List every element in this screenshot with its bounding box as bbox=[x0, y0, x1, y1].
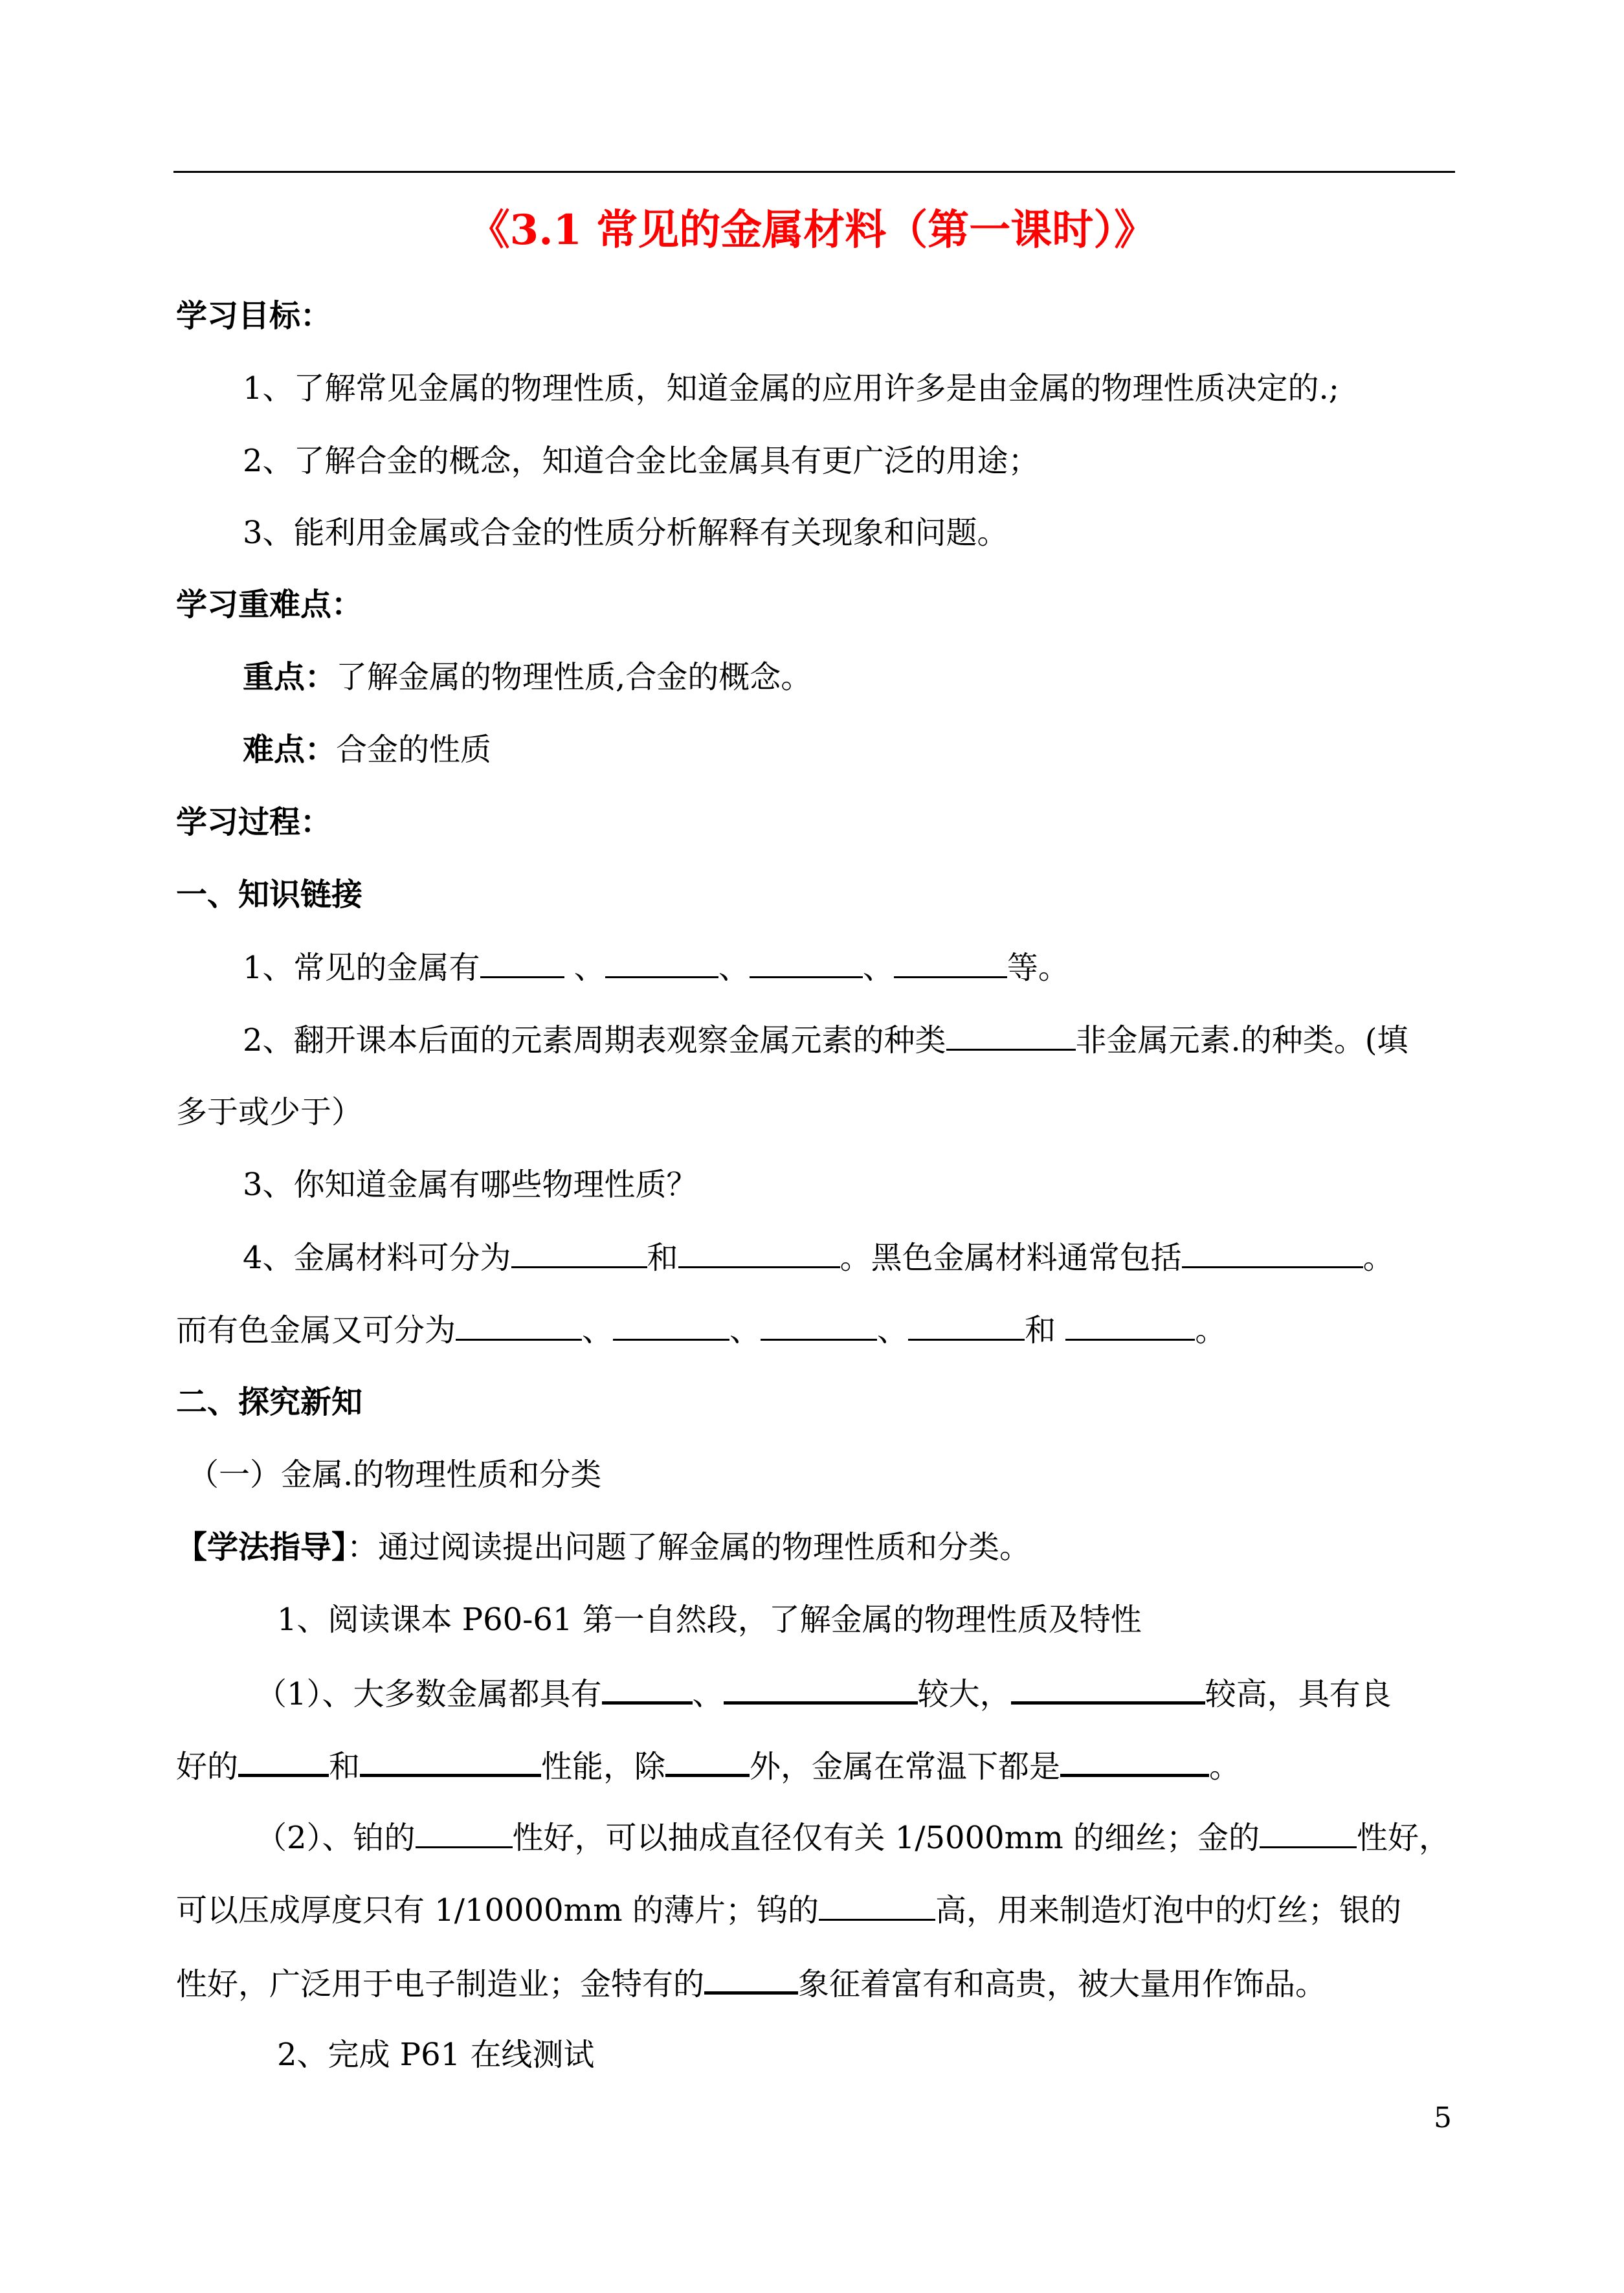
fill-blank[interactable] bbox=[416, 1814, 513, 1848]
section1-q4-line2: 而有色金属又可分为 、 、 、 和 。 bbox=[176, 1306, 1226, 1354]
fill-blank[interactable] bbox=[511, 1234, 647, 1268]
fill-blank[interactable] bbox=[704, 1959, 798, 1995]
fill-blank[interactable] bbox=[1060, 1741, 1209, 1777]
difficulty-line bbox=[243, 726, 491, 773]
section2-step2: 2、完成 P61 在线测试 bbox=[277, 2037, 595, 2073]
fill-blank[interactable] bbox=[946, 1016, 1076, 1051]
section2-p1-line2: 好的 和 性能，除 外，金属在常温下都是 。 bbox=[176, 1741, 1240, 1790]
fill-blank[interactable] bbox=[1011, 1669, 1205, 1705]
focus-line bbox=[243, 654, 812, 700]
section2-step1: 1、阅读课本 P60-61 第一自然段，了解金属的物理性质及特性 bbox=[277, 1602, 1142, 1638]
fill-blank[interactable] bbox=[724, 1669, 918, 1705]
objective-item-2: 2、了解合金的概念，知道合金比金属具有更广泛的用途； bbox=[243, 443, 1040, 479]
fill-blank[interactable] bbox=[613, 1306, 729, 1341]
section2-p2-line3: 性好，广泛用于电子制造业；金特有的 象征着富有和高贵，被大量用作饰品。 bbox=[176, 1959, 1326, 2008]
section2-p2: （2）、铂的 性好，可以抽成直径仅有关 1/5000mm 的细丝；金的 性好， bbox=[256, 1814, 1450, 1861]
fill-blank[interactable] bbox=[894, 944, 1007, 978]
study-guide-text: ：通过阅读提出问题了解金属的物理性质和分类。 bbox=[347, 1529, 1031, 1565]
objectives-heading: 学习目标： bbox=[176, 298, 332, 334]
section2-p2-line2: 可以压成厚度只有 1/10000mm 的薄片；钨的 高，用来制造灯泡中的灯丝；银的 bbox=[176, 1886, 1401, 1934]
fill-blank[interactable] bbox=[602, 1669, 693, 1705]
key-points-heading: 学习重难点： bbox=[176, 587, 363, 623]
section1-q1: 1、常见的金属有 、 、 、 等。 bbox=[243, 944, 1069, 991]
page-number: 5 bbox=[1434, 2101, 1452, 2134]
fill-blank[interactable] bbox=[678, 1234, 840, 1268]
section2-p1: （1）、大多数金属都具有 、 较大， 较高，具有良 bbox=[256, 1669, 1392, 1717]
fill-blank[interactable] bbox=[480, 944, 564, 978]
fill-blank[interactable] bbox=[238, 1741, 329, 1777]
fill-blank[interactable] bbox=[1182, 1234, 1363, 1268]
fill-blank[interactable] bbox=[1065, 1306, 1195, 1341]
section1-q2-line2: 多于或少于） bbox=[176, 1094, 363, 1130]
study-guide bbox=[176, 1524, 1030, 1571]
study-guide-label: 【学法指导】 bbox=[176, 1529, 348, 1565]
section1-heading: 一、知识链接 bbox=[176, 877, 363, 913]
fill-blank[interactable] bbox=[819, 1886, 935, 1921]
section1-q2: 2、翻开课本后面的元素周期表观察金属元素的种类 非金属元素.的种类。(填 bbox=[243, 1016, 1408, 1064]
page-title: 《3.1 常见的金属材料（第一课时）》 bbox=[468, 206, 1156, 254]
fill-blank[interactable] bbox=[750, 944, 863, 978]
fill-blank[interactable] bbox=[665, 1741, 750, 1777]
fill-blank[interactable] bbox=[456, 1306, 582, 1341]
focus-text: 了解金属的物理性质,合金的概念。 bbox=[336, 659, 812, 695]
fill-blank[interactable] bbox=[1260, 1814, 1357, 1848]
process-heading: 学习过程： bbox=[176, 804, 332, 840]
fill-blank[interactable] bbox=[360, 1741, 541, 1777]
difficulty-text: 合金的性质 bbox=[336, 732, 492, 768]
section2-sub1: （一）金属.的物理性质和分类 bbox=[188, 1457, 602, 1493]
section1-q4: 4、金属材料可分为 和 。黑色金属材料通常包括 。 bbox=[243, 1234, 1394, 1281]
objective-item-1: 1、了解常见金属的物理性质，知道金属的应用许多是由金属的物理性质决定的.; bbox=[243, 370, 1339, 407]
difficulty-label: 难点： bbox=[243, 732, 337, 768]
header-rule bbox=[173, 171, 1455, 173]
focus-label: 重点： bbox=[243, 659, 337, 695]
objective-item-3: 3、能利用金属或合金的性质分析解释有关现象和问题。 bbox=[243, 515, 1008, 551]
fill-blank[interactable] bbox=[605, 944, 718, 978]
section1-q3: 3、你知道金属有哪些物理性质？ bbox=[243, 1167, 698, 1203]
fill-blank[interactable] bbox=[761, 1306, 877, 1341]
fill-blank[interactable] bbox=[908, 1306, 1025, 1341]
section2-heading: 二、探究新知 bbox=[176, 1384, 363, 1420]
